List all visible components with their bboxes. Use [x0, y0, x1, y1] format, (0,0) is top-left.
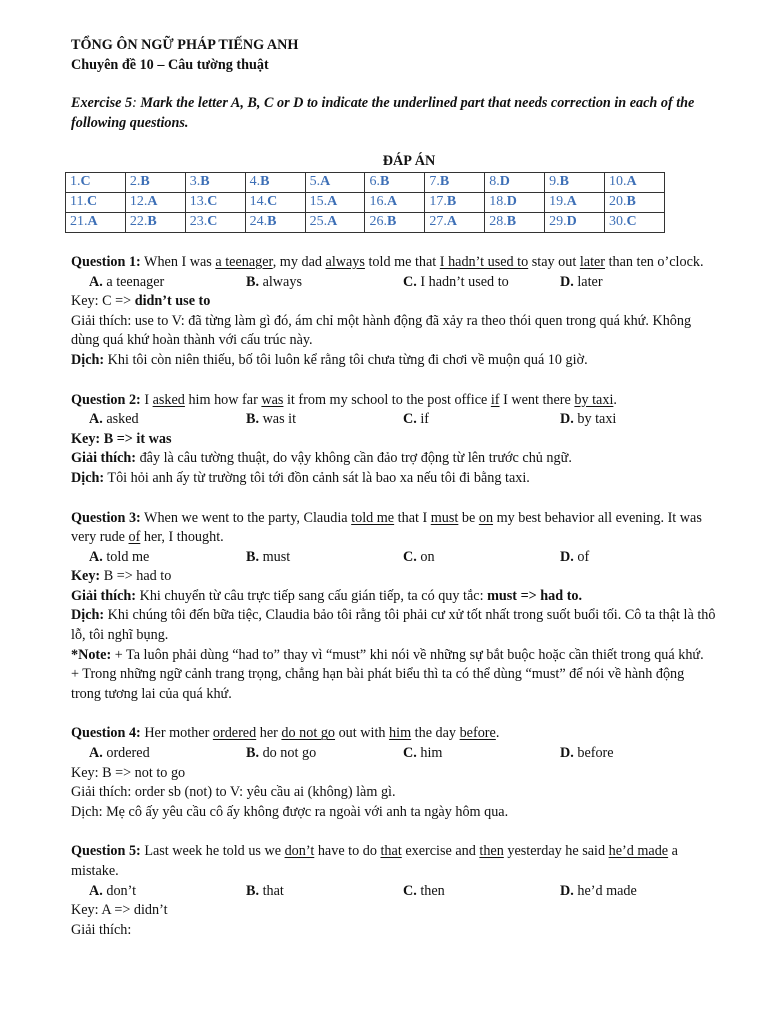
answer-number: 2.	[129, 174, 141, 190]
question-segment: the day	[411, 725, 460, 742]
option	[246, 410, 403, 430]
underlined-part: before	[459, 725, 496, 742]
option	[89, 548, 246, 568]
explanation-text: Giải thích:	[71, 921, 132, 938]
option-letter: A.	[89, 411, 103, 428]
option	[89, 273, 246, 293]
answer-cell	[605, 212, 665, 232]
answer-letter: B	[386, 214, 397, 230]
question-block	[71, 253, 717, 371]
question-segment: than ten o’clock.	[605, 253, 704, 270]
explanation-text: + Trong những ngữ cảnh trang trọng, chẳng hạn bài phát biểu thì ta có thể dùng “must” để nói về hành động trong tương lai của quá khứ.	[71, 666, 685, 702]
explanation-bold: Giải thích:	[71, 587, 137, 604]
answer-cell	[185, 192, 245, 212]
answer-cell	[545, 212, 605, 232]
answer-letter: C	[207, 214, 218, 230]
underlined-part: told me	[351, 509, 395, 526]
option	[403, 273, 560, 293]
answer-cell	[605, 172, 665, 192]
question-segment: out with	[335, 725, 390, 742]
answer-letter: A	[147, 194, 158, 210]
question-block	[71, 391, 717, 489]
answer-letter: A	[327, 194, 338, 210]
answer-number: 29.	[549, 214, 567, 230]
answer-letter: A	[87, 214, 98, 230]
option-text: asked	[106, 411, 139, 428]
explanation-line	[71, 292, 717, 312]
answer-cell	[185, 212, 245, 232]
answer-number: 19.	[549, 194, 567, 210]
explanation-line	[71, 312, 717, 351]
underlined-part: I hadn’t used to	[439, 253, 529, 270]
answer-number: 24.	[249, 214, 268, 230]
question-label: Question 4:	[71, 725, 141, 742]
explanation-text: Key: A => didn’t	[71, 902, 168, 919]
option	[246, 273, 403, 293]
option	[246, 882, 403, 902]
option-text: that	[262, 882, 284, 899]
answer-number: 3.	[189, 174, 201, 190]
explanation-bold: Giải thích:	[71, 450, 137, 467]
option-letter: B.	[246, 882, 260, 899]
answer-row	[66, 172, 665, 192]
explanation-line	[71, 606, 717, 645]
explanation-line	[71, 921, 717, 941]
explanation-bold: *Note:	[71, 646, 112, 663]
underlined-part: asked	[152, 391, 185, 408]
option-text: told me	[106, 548, 150, 565]
answer-cell	[66, 172, 126, 192]
explanation-bold: Dịch:	[71, 607, 105, 624]
underlined-part: by taxi	[574, 391, 614, 408]
explanation-line	[71, 351, 717, 371]
explanation-text: Giải thích: order sb (not) to V: yêu cầu ai (không) làm gì.	[71, 784, 396, 801]
underlined-part: a teenager	[215, 253, 273, 270]
underlined-part: was	[261, 391, 284, 408]
explanation-bold: didn’t use to	[134, 293, 211, 310]
underlined-part: then	[479, 843, 504, 860]
question-segment: I went there	[499, 391, 575, 408]
answer-cell	[485, 192, 545, 212]
option-text: on	[420, 548, 435, 565]
answer-number: 15.	[309, 194, 328, 210]
option-text: then	[420, 882, 445, 899]
answer-number: 5.	[309, 174, 321, 190]
answer-letter: B	[200, 174, 210, 190]
explanation-bold: Dịch:	[71, 469, 105, 486]
options-row	[71, 273, 717, 293]
question-segment: .	[613, 391, 617, 408]
explanation-text: đây là câu tường thuật, do vậy không cần đảo trợ động từ lên trước chủ ngữ.	[136, 450, 572, 467]
option-letter: C.	[403, 548, 417, 565]
answer-letter: B	[446, 194, 457, 210]
option-letter: B.	[246, 411, 260, 428]
answer-number: 8.	[489, 174, 500, 190]
question-segment: told me that	[364, 253, 440, 270]
option	[560, 744, 717, 764]
answer-letter: C	[80, 174, 91, 190]
option-text: was it	[262, 411, 297, 428]
question-label: Question 5:	[71, 843, 141, 860]
explanation-text: Dịch: Mẹ cô ấy yêu cầu cô ấy không được ra ngoài với anh ta ngày hôm qua.	[71, 803, 509, 820]
answer-cell	[125, 212, 185, 232]
question-segment: a mistake.	[71, 843, 678, 879]
answer-cell	[605, 192, 665, 212]
option-text: by taxi	[577, 411, 617, 428]
option-letter: D.	[560, 273, 574, 290]
option	[560, 882, 717, 902]
explanation-text: Giải thích: use to V: đã từng làm gì đó, ám chỉ một hành động đã xảy ra theo thói quen trong quá khứ. Không dùng quá khứ hoàn thành với cấu trúc này.	[71, 312, 692, 349]
answer-cell	[66, 212, 126, 232]
option	[403, 744, 560, 764]
underlined-part: do not go	[281, 725, 336, 742]
answer-number: 16.	[369, 194, 387, 210]
option-letter: A.	[89, 548, 103, 565]
answer-number: 17.	[429, 194, 447, 210]
option-letter: B.	[246, 273, 260, 290]
explanation-line	[71, 764, 717, 784]
answer-number: 18.	[489, 194, 507, 210]
option	[560, 410, 717, 430]
question-label: Question 3:	[71, 509, 141, 526]
explanation-text: Key: C =>	[71, 293, 135, 310]
option-letter: D.	[560, 882, 574, 899]
option-text: if	[420, 411, 430, 428]
answer-cell	[365, 212, 425, 232]
answer-cell	[425, 212, 485, 232]
explanation-line	[71, 567, 717, 587]
answer-number: 4.	[249, 174, 261, 190]
answer-number: 30.	[609, 214, 627, 230]
answer-letter: D	[499, 174, 510, 190]
option-letter: C.	[403, 411, 417, 428]
explanation-text: + Ta luôn phải dùng “had to” thay vì “must” khi nói về những sự bắt buộc hoặc cần thiết trong quá khứ.	[111, 646, 704, 663]
explanation-bold: Key: B => it was	[71, 430, 172, 447]
answer-cell	[66, 192, 126, 212]
explanation-bold: Dịch:	[71, 351, 105, 368]
option	[403, 882, 560, 902]
option-text: him	[420, 745, 443, 762]
answer-number: 23.	[189, 214, 208, 230]
question-segment: Her mother	[140, 725, 213, 742]
explanation-bold: Key:	[71, 568, 101, 585]
option-text: later	[577, 273, 603, 290]
answer-number: 12.	[129, 194, 148, 210]
answer-cell	[185, 172, 245, 192]
answer-letter: B	[147, 214, 157, 230]
answer-cell	[125, 172, 185, 192]
answer-letter: B	[267, 214, 277, 230]
underlined-part: ordered	[212, 725, 257, 742]
answer-number: 28.	[489, 214, 507, 230]
answer-cell	[545, 172, 605, 192]
option-letter: A.	[89, 273, 103, 290]
answer-letter: B	[379, 174, 390, 190]
explanation-line	[71, 803, 717, 823]
option-text: I hadn’t used to	[420, 273, 509, 290]
question-segment: my best behavior all evening. It was very rude	[71, 509, 702, 546]
answer-row	[66, 192, 665, 212]
question-segment: stay out	[528, 253, 580, 270]
answer-letter: A	[626, 174, 637, 190]
question-segment: yesterday he said	[503, 843, 609, 860]
question-label: Question 2:	[71, 391, 141, 408]
underlined-part: he’d made	[608, 843, 669, 860]
options-row	[71, 548, 717, 568]
explanation-line	[71, 449, 717, 469]
answer-letter: D	[566, 214, 577, 230]
answer-cell	[365, 172, 425, 192]
answer-number: 25.	[309, 214, 328, 230]
answer-cell	[245, 212, 305, 232]
answer-letter: C	[267, 194, 278, 210]
option-text: don’t	[106, 882, 137, 899]
underlined-part: don’t	[284, 843, 315, 860]
answer-cell	[245, 192, 305, 212]
option	[89, 744, 246, 764]
answer-letter: C	[207, 194, 218, 210]
answer-key-table	[65, 172, 665, 233]
option-letter: B.	[246, 548, 260, 565]
explanation-line	[71, 646, 717, 666]
underlined-part: of	[128, 529, 141, 546]
question-segment: , my dad	[272, 253, 326, 270]
question-label: Question 1:	[71, 253, 141, 270]
answer-cell	[365, 192, 425, 212]
underlined-part: later	[579, 253, 606, 270]
question-segment: .	[495, 725, 500, 742]
options-row	[71, 882, 717, 902]
explanation-text: Khi chuyển từ câu trực tiếp sang cấu gián tiếp, ta có quy tắc:	[136, 587, 488, 604]
answer-cell	[425, 192, 485, 212]
question-segment: have to do	[314, 843, 381, 860]
option-text: a teenager	[106, 273, 165, 290]
option-text: before	[577, 745, 614, 762]
answer-number: 14.	[249, 194, 268, 210]
option-text: ordered	[106, 745, 150, 762]
answer-letter: B	[140, 174, 150, 190]
answer-row	[66, 212, 665, 232]
question-block	[71, 509, 717, 705]
explanation-line	[71, 587, 717, 607]
option	[89, 410, 246, 430]
option-letter: B.	[246, 745, 260, 762]
answer-cell	[485, 172, 545, 192]
question-segment: that I	[394, 509, 431, 526]
underlined-part: him	[389, 725, 412, 742]
answer-letter: A	[327, 214, 338, 230]
option-letter: D.	[560, 745, 574, 762]
answer-letter: A	[386, 194, 398, 210]
question-text	[71, 391, 717, 411]
explanation-text: Khi chúng tôi đến bữa tiệc, Claudia bảo tôi rằng tôi phải cư xử tốt nhất trong suốt buổi tối. Cô ta thật là thô lỗ, tôi nghĩ bụng.	[71, 607, 716, 644]
options-row	[71, 410, 717, 430]
underlined-part: must	[430, 509, 459, 526]
question-segment: be	[458, 509, 479, 526]
question-segment: I	[140, 391, 153, 408]
answer-cell	[245, 172, 305, 192]
question-text	[71, 253, 717, 273]
underlined-part: if	[490, 391, 500, 408]
question-text	[71, 509, 717, 548]
option-text: must	[262, 548, 291, 565]
document-subtitle: Chuyên đề 10 – Câu tường thuật	[71, 56, 269, 73]
question-segment: it from my school to the post office	[283, 391, 491, 408]
answer-number: 9.	[549, 174, 560, 190]
answer-cell	[305, 192, 365, 212]
option	[403, 410, 560, 430]
option	[246, 744, 403, 764]
question-text	[71, 842, 717, 881]
question-segment: When we went to the party, Claudia	[140, 509, 352, 526]
answer-number: 1.	[70, 174, 81, 190]
option-letter: D.	[560, 548, 574, 565]
answer-number: 22.	[129, 214, 148, 230]
option-letter: C.	[403, 882, 417, 899]
option	[403, 548, 560, 568]
explanation-line	[71, 901, 717, 921]
question-block	[71, 842, 717, 940]
answer-number: 13.	[189, 194, 208, 210]
option-text: do not go	[262, 745, 317, 762]
explanation-text: B => had to	[100, 568, 172, 585]
document-page	[71, 36, 717, 940]
answer-letter: D	[506, 194, 517, 210]
underlined-part: on	[478, 509, 494, 526]
explanation-text: Key: B => not to go	[71, 764, 186, 781]
option-text: always	[262, 273, 302, 290]
answer-cell	[305, 172, 365, 192]
answer-number: 10.	[609, 174, 627, 190]
question-segment: When I was	[140, 253, 216, 270]
answer-letter: C	[86, 194, 98, 210]
exercise-text: Mark the letter A, B, C or D to indicate the underlined part that needs correction in each of the following questions.	[71, 95, 695, 131]
answer-number: 20.	[609, 194, 627, 210]
answer-number: 6.	[369, 174, 380, 190]
answer-letter: B	[626, 194, 636, 210]
explanation-text: Tôi hỏi anh ấy từ trường tôi tới đồn cảnh sát là bao xa nếu tôi đi bằng taxi.	[104, 469, 530, 486]
explanation-line	[71, 783, 717, 803]
underlined-part: that	[380, 843, 402, 860]
answer-cell	[305, 212, 365, 232]
answer-number: 21.	[70, 214, 88, 230]
option	[246, 548, 403, 568]
answer-letter: B	[506, 214, 517, 230]
exercise-name: Exercise 5	[71, 95, 133, 112]
answer-letter: B	[439, 174, 450, 190]
explanation-text: Khi tôi còn niên thiếu, bố tôi luôn kể rằng tôi chưa từng đi chơi về muộn quá 10 giờ.	[104, 351, 588, 368]
explanation-line	[71, 430, 717, 450]
answer-cell	[485, 212, 545, 232]
question-segment: her	[256, 725, 282, 742]
answer-cell	[425, 172, 485, 192]
exercise-colon: :	[132, 95, 141, 112]
question-segment: Last week he told us we	[140, 843, 285, 860]
explanation-line	[71, 469, 717, 489]
option-letter: A.	[89, 745, 103, 762]
answer-letter: B	[559, 174, 569, 190]
question-segment: exercise and	[401, 843, 480, 860]
answer-letter: A	[566, 194, 577, 210]
explanation-line	[71, 665, 717, 704]
option	[560, 548, 717, 568]
answer-letter: C	[626, 214, 637, 230]
document-title: TỔNG ÔN NGỮ PHÁP TIẾNG ANH	[71, 37, 299, 53]
option-letter: C.	[403, 273, 417, 290]
explanation-bold: must => had to.	[487, 587, 583, 604]
answer-cell	[125, 192, 185, 212]
answer-letter: B	[260, 174, 270, 190]
exercise-instruction	[71, 94, 717, 133]
answer-number: 27.	[429, 214, 447, 230]
answer-cell	[545, 192, 605, 212]
option	[560, 273, 717, 293]
question-segment: her, I thought.	[140, 529, 224, 546]
option-text: of	[577, 548, 590, 565]
answer-number: 11.	[70, 194, 87, 210]
questions-list	[71, 253, 717, 940]
underlined-part: always	[325, 253, 365, 270]
question-block	[71, 724, 717, 822]
option-letter: A.	[89, 882, 103, 899]
answer-number: 26.	[369, 214, 387, 230]
question-segment: him how far	[184, 391, 262, 408]
answer-letter: A	[446, 214, 457, 230]
answer-number: 7.	[429, 174, 440, 190]
answer-key-heading: ĐÁP ÁN	[382, 153, 436, 170]
option-letter: D.	[560, 411, 574, 428]
option-letter: C.	[403, 745, 417, 762]
option	[89, 882, 246, 902]
options-row	[71, 744, 717, 764]
option-text: he’d made	[577, 882, 637, 899]
answer-letter: A	[320, 174, 331, 190]
question-text	[71, 724, 717, 744]
